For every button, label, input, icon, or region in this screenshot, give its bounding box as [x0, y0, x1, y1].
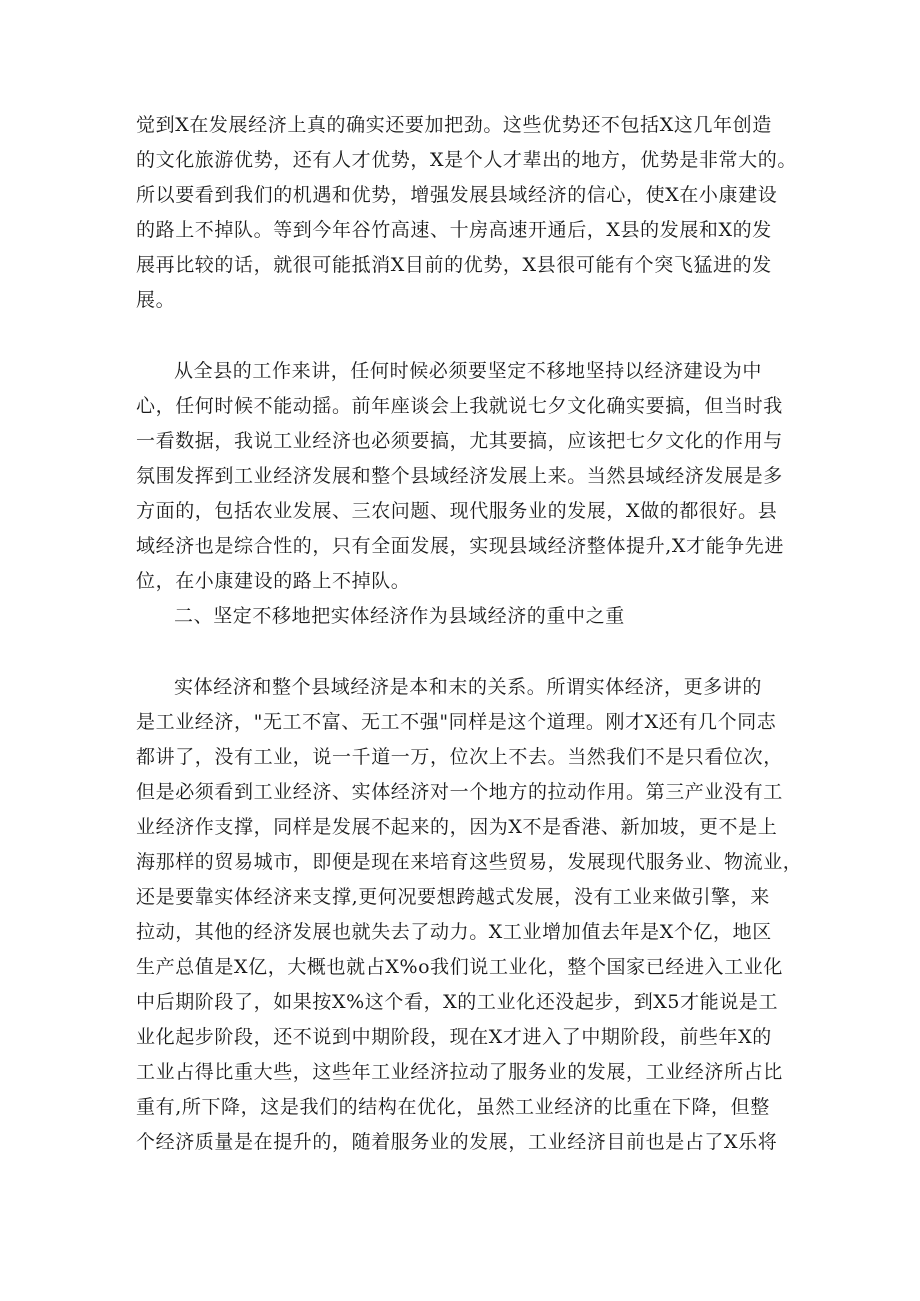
text-line: 生产总值是X亿，大概也就占X%o我们说工业化，整个国家已经进入工业化: [136, 956, 783, 978]
text-line: 业经济作支撑，同样是发展不起来的，因为X不是香港、新加坡，更不是上: [136, 816, 778, 838]
text-line: 但是必须看到工业经济、实体经济对一个地方的拉动作用。第三产业没有工: [136, 781, 783, 803]
text-line: 都讲了，没有工业，说一千道一万，位次上不去。当然我们不是只看位次，: [136, 746, 783, 768]
text-line: 的路上不掉队。等到今年谷竹高速、十房高速开通后，X县的发展和X的发: [136, 219, 772, 241]
paragraph-2: [136, 354, 786, 599]
text-line: 个经济质量是在提升的，随着服务业的发展，工业经济目前也是占了X乐将: [136, 1131, 778, 1153]
text-line: 所以要看到我们的机遇和优势，增强发展县域经济的信心，使X在小康建设: [136, 184, 778, 206]
document-page: [136, 108, 803, 1160]
text-line: 域经济也是综合性的，只有全面发展，实现县域经济整体提升,X才能争先进: [136, 535, 784, 557]
text-line: 从全县的工作来讲，任何时候必须要坚定不移地坚持以经济建设为中: [174, 360, 763, 382]
text-line: 实体经济和整个县域经济是本和末的关系。所谓实体经济，更多讲的: [174, 676, 763, 698]
text-line: 工业占得比重大些，这些年工业经济拉动了服务业的发展，工业经济所占比: [136, 1061, 783, 1083]
section-heading: 二、坚定不移地把实体经济作为县域经济的重中之重: [174, 605, 625, 627]
text-line: 心，任何时候不能动摇。前年座谈会上我就说七夕文化确实要搞，但当时我: [136, 395, 783, 417]
text-line: 还是要靠实体经济来支撑,更何况要想跨越式发展，没有工业来做引擎，来: [136, 886, 770, 908]
text-line: 方面的，包括农业发展、三农问题、现代服务业的发展，X做的都很好。县: [136, 500, 778, 522]
text-line: 氛围发挥到工业经济发展和整个县域经济发展上来。当然县域经济发展是多: [136, 465, 783, 487]
text-line: 重有,所下降，这是我们的结构在优化，虽然工业经济的比重在下降，但整: [136, 1096, 770, 1118]
text-line: 展再比较的话，就很可能抵消X目前的优势，X县很可能有个突飞猛进的发: [136, 254, 772, 276]
paragraph-3: [136, 670, 803, 1160]
paragraph-1: [136, 108, 797, 318]
text-line: 一看数据，我说工业经济也必须要搞，尤其要搞，应该把七夕文化的作用与: [136, 430, 783, 452]
text-line: 的文化旅游优势，还有人才优势，X是个人才辈出的地方，优势是非常大的。: [136, 149, 797, 171]
text-line: 位，在小康建设的路上不掉队。: [136, 570, 411, 592]
text-line: 展。: [136, 289, 176, 311]
text-line: 是工业经济，"无工不富、无工不强"同样是这个道理。刚才X还有几个同志: [136, 711, 777, 733]
text-line: 中后期阶段了，如果按X%这个看，X的工业化还没起步，到X5才能说是工: [136, 991, 779, 1013]
text-line: 海那样的贸易城市，即便是现在来培育这些贸易，发展现代服务业、物流业，: [136, 851, 803, 873]
text-line: 业化起步阶段，还不说到中期阶段，现在X才进入了中期阶段，前些年X的: [136, 1026, 772, 1048]
text-line: 觉到X在发展经济上真的确实还要加把劲。这些优势还不包括X这几年创造: [136, 114, 772, 136]
text-line: 拉动，其他的经济发展也就失去了动力。X工业增加值去年是X个亿，地区: [136, 921, 772, 943]
